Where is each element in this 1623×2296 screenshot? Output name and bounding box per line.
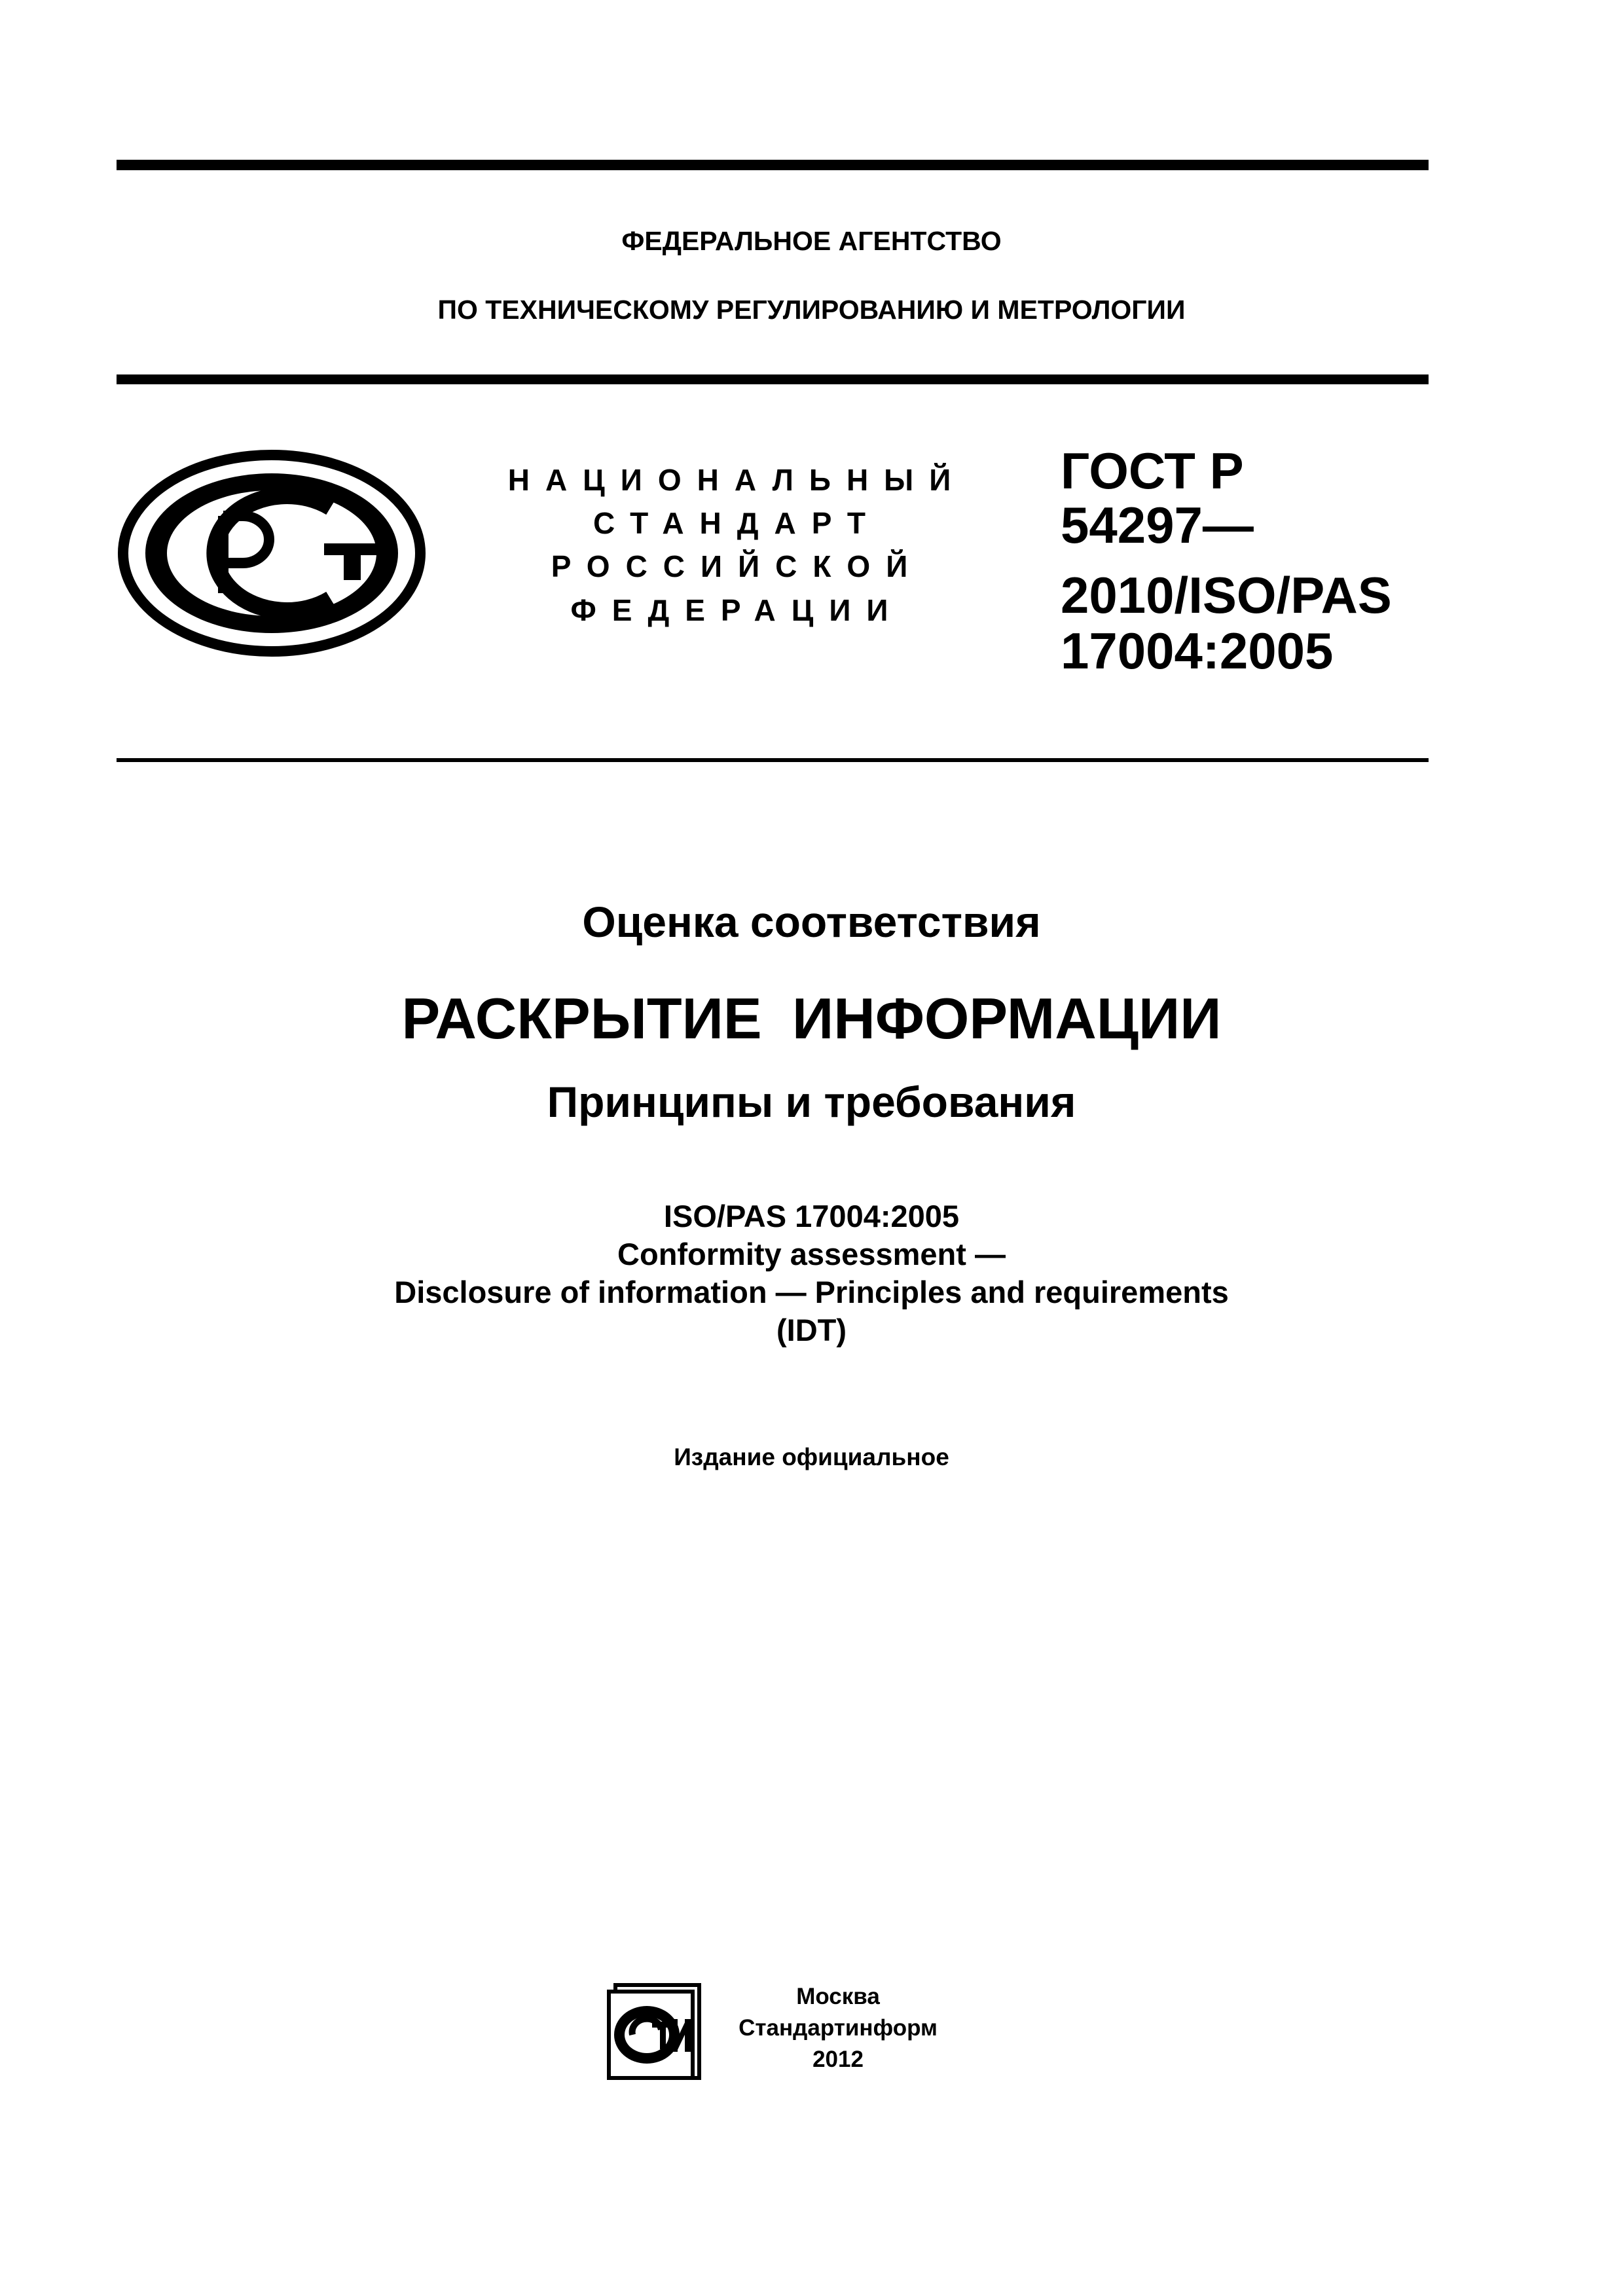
top-rule bbox=[117, 160, 1429, 170]
rst-certification-logo-icon bbox=[115, 445, 429, 661]
standartinform-logo-icon bbox=[606, 1982, 702, 2081]
edition-label: Издание официальное bbox=[674, 1444, 949, 1470]
agency-line-2: ПО ТЕХНИЧЕСКОМУ РЕГУЛИРОВАНИЮ И МЕТРОЛОГИИ bbox=[437, 295, 1186, 325]
publication-year: 2012 bbox=[812, 2047, 864, 2072]
lower-rule bbox=[117, 758, 1429, 762]
standard-designation-line-4: 17004:2005 bbox=[1061, 622, 1334, 680]
reference-standard-line-2: Conformity assessment — bbox=[617, 1237, 1006, 1271]
reference-standard-line-4: (IDT) bbox=[776, 1313, 847, 1347]
publisher-city: Москва bbox=[796, 1984, 880, 2009]
middle-rule bbox=[117, 374, 1429, 384]
standard-designation-line-2: 54297— bbox=[1061, 496, 1254, 554]
standard-designation-line-3: 2010/ISO/PAS bbox=[1061, 566, 1392, 624]
agency-line-1: ФЕДЕРАЛЬНОЕ АГЕНТСТВО bbox=[621, 226, 1002, 256]
document-title-subtitle: Принципы и требования bbox=[547, 1078, 1076, 1126]
reference-standard-line-3: Disclosure of information — Principles and requirements bbox=[394, 1275, 1229, 1309]
national-standard-line-3: РОССИЙСКОЙ bbox=[551, 549, 924, 583]
national-standard-line-2: СТАНДАРТ bbox=[593, 506, 881, 540]
publisher-name: Стандартинформ bbox=[739, 2015, 938, 2041]
document-title-main: РАСКРЫТИЕ ИНФОРМАЦИИ bbox=[401, 986, 1222, 1051]
document-title-subject: Оценка соответствия bbox=[582, 898, 1041, 946]
standard-designation-line-1: ГОСТ Р bbox=[1061, 442, 1244, 500]
national-standard-line-1: НАЦИОНАЛЬНЫЙ bbox=[507, 463, 967, 497]
national-standard-line-4: ФЕДЕРАЦИИ bbox=[570, 593, 904, 627]
reference-standard-line-1: ISO/PAS 17004:2005 bbox=[663, 1199, 960, 1233]
